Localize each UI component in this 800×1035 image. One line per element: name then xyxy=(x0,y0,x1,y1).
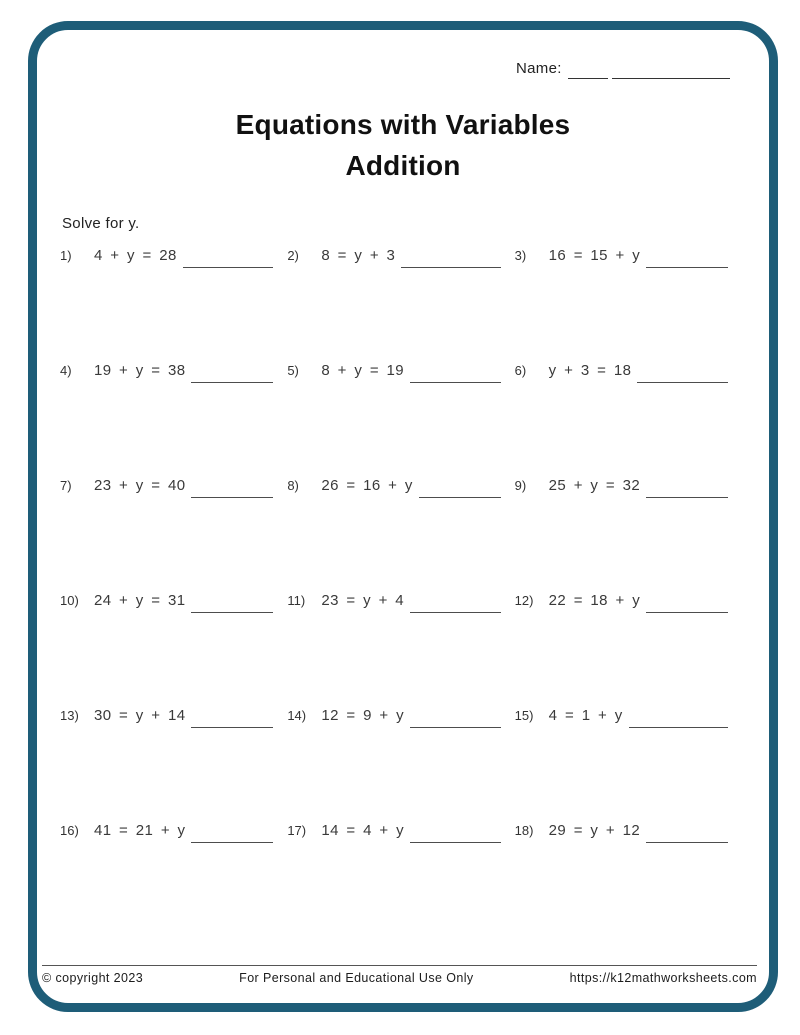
name-underline xyxy=(568,61,730,79)
instructions-text: Solve for y. xyxy=(62,215,140,232)
problem-item xyxy=(515,707,728,822)
name-underline-segment xyxy=(612,61,730,79)
answer-blank xyxy=(410,707,501,728)
problem-item xyxy=(60,592,273,707)
problem-equation: 4 = 1 + y xyxy=(548,707,623,724)
answer-blank xyxy=(191,822,273,843)
problem-item xyxy=(287,362,500,477)
answer-blank xyxy=(410,362,501,383)
answer-blank xyxy=(629,707,728,728)
problem-number: 4) xyxy=(60,363,72,378)
problem-number: 7) xyxy=(60,478,72,493)
problem-number: 5) xyxy=(287,363,299,378)
problem-number: 13) xyxy=(60,708,79,723)
footer-usage-text: For Personal and Educational Use Only xyxy=(239,971,474,985)
answer-blank xyxy=(410,822,501,843)
problem-number: 15) xyxy=(514,708,534,723)
problem-equation: 24 + y = 31 xyxy=(94,592,186,609)
problem-equation: 30 = y + 14 xyxy=(94,707,186,724)
answer-blank xyxy=(191,477,273,498)
problem-number: 6) xyxy=(514,363,527,378)
problem-item xyxy=(287,247,500,362)
problem-number: 17) xyxy=(287,823,307,838)
title-line-2: Addition xyxy=(345,150,461,181)
problem-item xyxy=(60,362,273,477)
answer-blank xyxy=(646,592,728,613)
answer-blank xyxy=(419,477,501,498)
problem-item xyxy=(515,822,728,937)
answer-blank xyxy=(401,247,500,268)
name-label: Name: xyxy=(516,60,562,77)
problem-item xyxy=(515,247,728,362)
footer-url-link[interactable]: https://k12mathworksheets.com xyxy=(569,971,757,985)
answer-blank xyxy=(646,477,728,498)
footer-copyright: © copyright 2023 xyxy=(42,971,144,985)
problem-number: 14) xyxy=(287,708,307,723)
answer-blank xyxy=(646,247,728,268)
problem-equation: 23 = y + 4 xyxy=(321,592,405,609)
problem-number: 16) xyxy=(60,823,79,838)
problem-item xyxy=(60,707,273,822)
footer-divider xyxy=(42,965,757,966)
answer-blank xyxy=(183,247,274,268)
problem-number: 10) xyxy=(60,593,79,608)
problem-item xyxy=(287,477,500,592)
problem-number: 8) xyxy=(287,478,299,493)
answer-blank xyxy=(191,707,273,728)
problem-number: 2) xyxy=(287,248,299,263)
problem-number: 9) xyxy=(514,478,527,493)
problem-equation: 8 + y = 19 xyxy=(321,362,405,379)
problem-equation: 26 = 16 + y xyxy=(321,477,413,494)
problem-equation: 4 + y = 28 xyxy=(94,247,177,264)
problem-item xyxy=(60,822,273,937)
problem-number: 3) xyxy=(514,248,527,263)
answer-blank xyxy=(191,592,273,613)
problem-item xyxy=(287,822,500,937)
problem-item xyxy=(60,477,273,592)
problem-equation: 41 = 21 + y xyxy=(94,822,186,839)
problem-equation: 14 = 4 + y xyxy=(321,822,405,839)
problem-equation: 23 + y = 40 xyxy=(94,477,186,494)
problem-equation: y + 3 = 18 xyxy=(548,362,632,379)
answer-blank xyxy=(646,822,728,843)
problem-item xyxy=(515,477,728,592)
problem-item xyxy=(287,707,500,822)
problem-number: 1) xyxy=(60,248,72,263)
problem-equation: 29 = y + 12 xyxy=(548,822,641,839)
problem-equation: 16 = 15 + y xyxy=(548,247,641,264)
problems-grid xyxy=(60,247,728,937)
problem-equation: 8 = y + 3 xyxy=(321,247,396,264)
problem-item xyxy=(515,592,728,707)
answer-blank xyxy=(410,592,501,613)
name-field xyxy=(516,60,730,79)
problem-equation: 12 = 9 + y xyxy=(321,707,405,724)
title-line-1: Equations with Variables xyxy=(235,109,571,140)
problem-equation: 19 + y = 38 xyxy=(94,362,186,379)
problem-number: 18) xyxy=(514,823,534,838)
name-underline-segment xyxy=(568,61,608,79)
problem-number: 12) xyxy=(514,593,534,608)
answer-blank xyxy=(637,362,728,383)
problem-equation: 25 + y = 32 xyxy=(548,477,641,494)
footer xyxy=(42,971,757,985)
problem-equation: 22 = 18 + y xyxy=(548,592,641,609)
problem-item xyxy=(60,247,273,362)
page-title xyxy=(28,104,778,186)
problem-item xyxy=(287,592,500,707)
problem-number: 11) xyxy=(287,593,306,608)
problem-item xyxy=(515,362,728,477)
answer-blank xyxy=(191,362,273,383)
